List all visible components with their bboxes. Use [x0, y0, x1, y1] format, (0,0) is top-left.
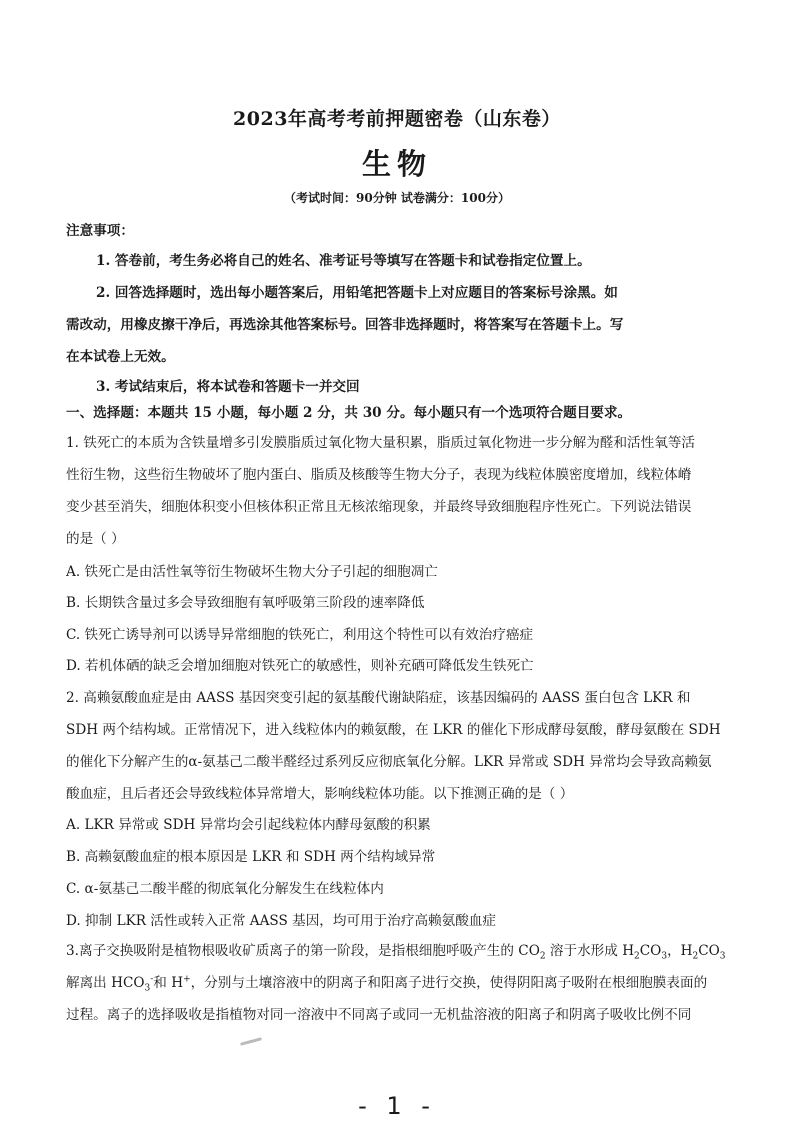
question-1-option-b: B. 长期铁含量过多会导致细胞有氧呼吸第三阶段的速率降低: [66, 595, 425, 611]
question-3-line-3: 过程。离子的选择吸收是指植物对同一溶液中不同离子或同一无机盐溶液的阳离子和阴离子吸收比例不同: [66, 1007, 692, 1023]
question-3-line-2: 解离出 $HCO_3^-$和 H+，分别与土壤溶液中的阴离子和阳离子进行交换，使得阴阳离子吸附在根细胞膜表面的: [66, 974, 708, 992]
question-2-line-1: 2. 高赖氨酸血症是由 AASS 基因突变引起的氨基酸代谢缺陷症，该基因编码的 AASS 蛋白包含 LKR 和: [66, 690, 691, 706]
exam-info: （考试时间：90分钟 试卷满分：100分）: [284, 191, 510, 205]
section-1-heading: 一、选择题：本题共 15 小题，每小题 2 分，共 30 分。每小题只有一个选项符合题目要求。: [66, 405, 632, 421]
question-2-line-4: 酸血症，且后者还会导致线粒体异常增大，影响线粒体功能。以下推测正确的是（ ）: [66, 786, 574, 802]
question-1-line-1: 1. 铁死亡的本质为含铁量增多引发膜脂质过氧化物大量积累，脂质过氧化物进一步分解为醛和活性氧等活: [66, 435, 696, 451]
notice-heading: 注意事项：: [66, 223, 134, 239]
question-2-line-2: SDH 两个结构域。正常情况下，进入线粒体内的赖氨酸，在 LKR 的催化下形成酵母氨酸，酵母氨酸在 SDH: [66, 722, 721, 738]
question-3-line-1: 3.离子交换吸附是植物根吸收矿质离子的第一阶段，是指根细胞呼吸产生的 $CO_2$ 溶于水形成 $H_2CO_3$，$H_2CO_3$: [66, 943, 726, 960]
question-2-line-3: 的催化下分解产生的α-氨基己二酸半醛经过系列反应彻底氧化分解。LKR 异常或 SDH 异常均会导致高赖氨: [66, 754, 712, 770]
question-1-line-4: 的是（ ）: [66, 531, 125, 547]
question-1-line-2: 性衍生物，这些衍生物破坏了胞内蛋白、脂质及核酸等生物大分子，表现为线粒体膜密度增加，线粒体嵴: [66, 467, 692, 483]
question-1-option-c: C. 铁死亡诱导剂可以诱导异常细胞的铁死亡，利用这个特性可以有效治疗癌症: [66, 627, 534, 643]
exam-title: 2023年高考考前押题密卷（山东卷）: [233, 108, 561, 130]
notice-item-2-line-3: 在本试卷上无效。: [66, 349, 175, 365]
notice-item-2-line-2: 需改动，用橡皮擦干净后，再选涂其他答案标号。回答非选择题时，将答案写在答题卡上。写: [66, 317, 624, 333]
question-1-option-a: A. 铁死亡是由活性氧等衍生物破坏生物大分子引起的细胞凋亡: [66, 564, 438, 580]
notice-item-2-line-1: 2. 回答选择题时，选出每小题答案后，用铅笔把答题卡上对应题目的答案标号涂黑。如: [96, 285, 618, 301]
subject-title: 生物: [361, 147, 432, 181]
question-2-option-d: D. 抑制 LKR 活性或转入正常 AASS 基因，均可用于治疗高赖氨酸血症: [66, 913, 497, 929]
notice-item-1: 1. 答卷前，考生务必将自己的姓名、准考证号等填写在答题卡和试卷指定位置上。: [96, 253, 591, 269]
question-2-option-a: A. LKR 异常或 SDH 异常均会引起线粒体内酵母氨酸的积累: [66, 817, 431, 833]
page-number: - 1 -: [358, 1092, 436, 1120]
notice-item-3: 3. 考试结束后，将本试卷和答题卡一并交回: [96, 379, 360, 395]
question-2-option-b: B. 高赖氨酸血症的根本原因是 LKR 和 SDH 两个结构域异常: [66, 849, 436, 865]
question-1-option-d: D. 若机体硒的缺乏会增加细胞对铁死亡的敏感性，则补充硒可降低发生铁死亡: [66, 658, 534, 674]
question-1-line-3: 变少甚至消失，细胞体积变小但核体积正常且无核浓缩现象，并最终导致细胞程序性死亡。下列说法错误: [66, 499, 692, 515]
scan-smudge: [240, 1037, 262, 1046]
question-2-option-c: C. α-氨基己二酸半醛的彻底氧化分解发生在线粒体内: [66, 881, 384, 897]
